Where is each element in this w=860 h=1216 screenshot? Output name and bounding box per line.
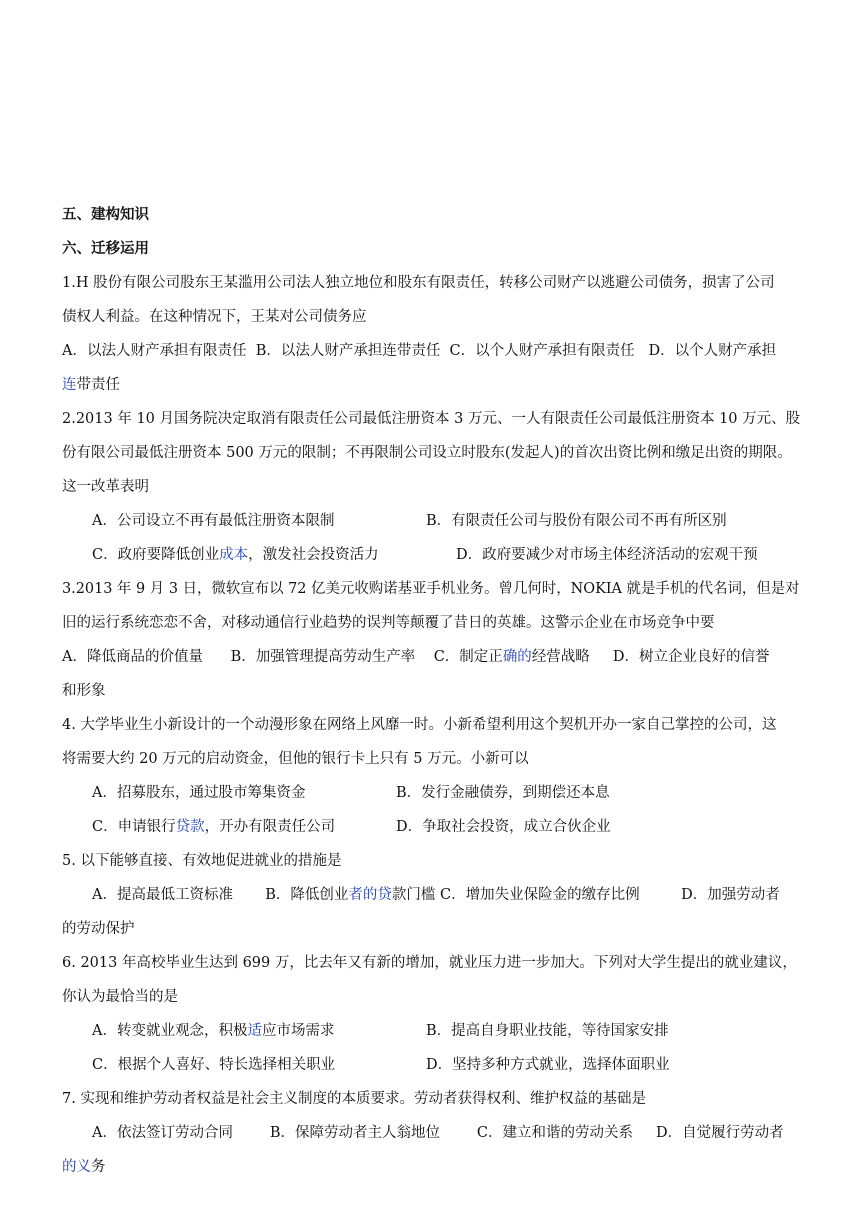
q1-options-line1: A．以法人财产承担有限责任 B．以法人财产承担连带责任 C．以个人财产承担有限责任 D．以个人财产承担 [62, 343, 777, 359]
hyperlink[interactable]: 的义 [62, 1159, 91, 1175]
hyperlink[interactable]: 确的 [502, 649, 532, 665]
q3-options-line2: 和形象 [62, 683, 106, 699]
hyperlink[interactable]: 成本 [219, 547, 249, 563]
q1-stem-line2: 债权人利益。在这种情况下，王某对公司债务应 [62, 309, 367, 325]
q6-stem-line2: 你认为最恰当的是 [62, 989, 178, 1005]
q2-option-d: D．政府要减少对市场主体经济活动的宏观干预 [456, 547, 758, 563]
q6-option-a: A．转变就业观念，积极适应市场需求 [92, 1023, 335, 1039]
q5-stem: 5. 以下能够直接、有效地促进就业的措施是 [62, 853, 342, 869]
q2-stem-line1: 2.2013 年 10 月国务院决定取消有限责任公司最低注册资本 3 万元、一人有限责任公司最低注册资本 10 万元、股 [62, 411, 801, 427]
q3-stem-line1: 3.2013 年 9 月 3 日，微软宣布以 72 亿美元收购诺基亚手机业务。曾几何时，NOKIA 就是手机的代名词，但是对 [62, 581, 800, 597]
q6-option-c: C．根据个人喜好、特长选择相关职业 [92, 1057, 336, 1073]
q6-option-d: D．坚持多种方式就业，选择体面职业 [426, 1057, 670, 1073]
hyperlink[interactable]: 适 [247, 1023, 262, 1039]
q4-option-c: C．申请银行贷款，开办有限责任公司 [92, 819, 336, 835]
q2-option-a: A．公司设立不再有最低注册资本限制 [92, 513, 335, 529]
q4-option-a: A．招募股东，通过股市筹集资金 [92, 785, 306, 801]
q4-stem-line2: 将需要大约 20 万元的启动资金，但他的银行卡上只有 5 万元。小新可以 [62, 751, 529, 767]
q2-option-c: C．政府要降低创业成本，激发社会投资活力 [92, 547, 379, 563]
q3-stem-line2: 旧的运行系统恋恋不舍，对移动通信行业趋势的误判等颠覆了昔日的英雄。这警示企业在市场竞争中要 [62, 615, 715, 631]
q4-option-d: D．争取社会投资，成立合伙企业 [396, 819, 611, 835]
q3-options-line1: A．降低商品的价值量 B．加强管理提高劳动生产率 C．制定正确的经营战略 D．树立企业良好的信誉 [62, 649, 770, 665]
section-heading-transfer-application: 六、迁移运用 [62, 240, 149, 257]
hyperlink[interactable]: 贷款 [175, 819, 205, 835]
q2-option-b: B．有限责任公司与股份有限公司不再有所区别 [426, 513, 727, 529]
q1-stem-line1: 1.H 股份有限公司股东王某滥用公司法人独立地位和股东有限责任，转移公司财产以逃避公司债务，损害了公司 [62, 275, 775, 291]
q5-options-line1: A．提高最低工资标准 B．降低创业者的贷款门槛 C．增加失业保险金的缴存比例 D．加强劳动者 [92, 887, 780, 903]
hyperlink[interactable]: 连 [62, 377, 77, 393]
q6-option-b: B．提高自身职业技能，等待国家安排 [426, 1023, 669, 1039]
q2-stem-line3: 这一改革表明 [62, 479, 149, 495]
q1-options-line2: 连带责任 [62, 377, 120, 393]
hyperlink[interactable]: 者的贷 [348, 887, 392, 903]
q4-stem-line1: 4. 大学毕业生小新设计的一个动漫形象在网络上风靡一时。小新希望利用这个契机开办一家自己掌控的公司，这 [62, 717, 777, 733]
q2-stem-line2: 份有限公司最低注册资本 500 万元的限制；不再限制公司设立时股东(发起人)的首次出资比例和缴足出资的期限。 [62, 445, 792, 461]
q5-options-line2: 的劳动保护 [62, 921, 135, 937]
q7-stem: 7. 实现和维护劳动者权益是社会主义制度的本质要求。劳动者获得权利、维护权益的基础是 [62, 1091, 646, 1107]
q7-options-line2: 的义务 [62, 1159, 106, 1175]
q6-stem-line1: 6. 2013 年高校毕业生达到 699 万，比去年又有新的增加，就业压力进一步加大。下列对大学生提出的就业建议， [62, 955, 797, 971]
q4-option-b: B．发行金融债券，到期偿还本息 [396, 785, 610, 801]
section-heading-build-knowledge: 五、建构知识 [62, 206, 149, 223]
q7-options-line1: A．依法签订劳动合同 B．保障劳动者主人翁地位 C．建立和谐的劳动关系 D．自觉履行劳动者 [92, 1125, 784, 1141]
